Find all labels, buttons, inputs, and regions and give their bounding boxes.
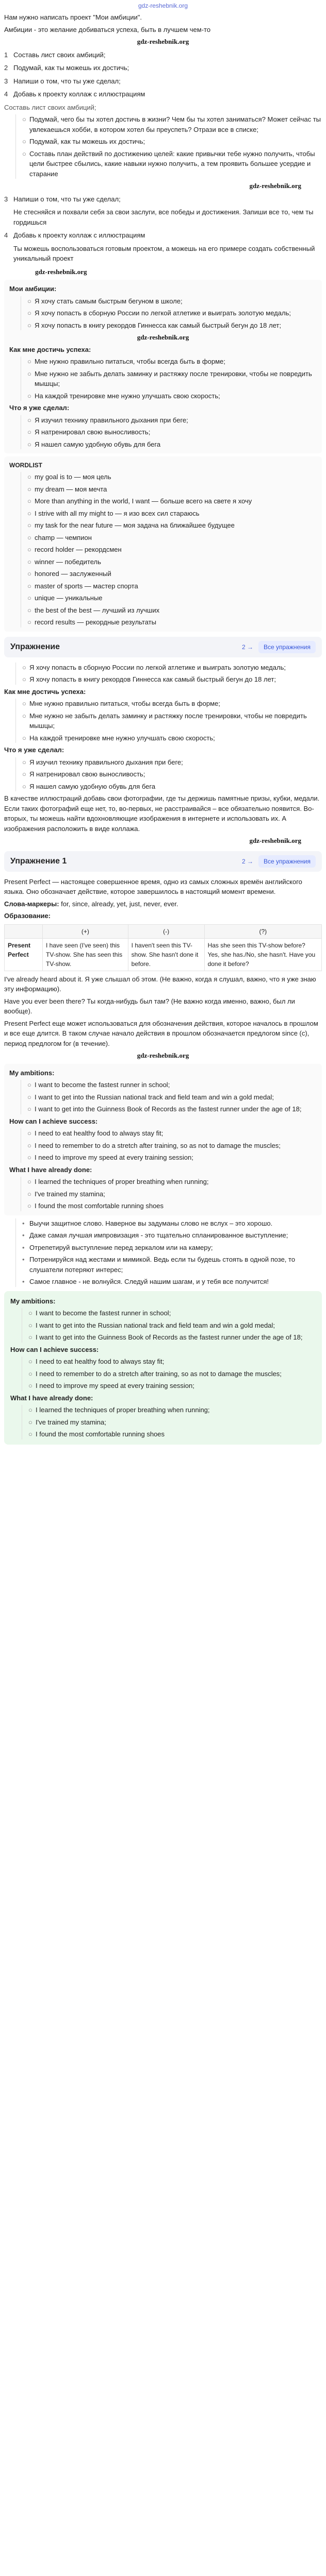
list-item [27, 1201, 317, 1211]
done-en-list [21, 1177, 317, 1211]
step-number: 4 [4, 90, 8, 98]
bullet-icon: ○ [27, 606, 31, 614]
list-item [27, 296, 317, 307]
list-item [22, 663, 322, 673]
section-title: Что я уже сделал: [4, 746, 64, 754]
list-item-text: my task for the near future — моя задача на ближайшее будущее [35, 521, 235, 529]
bullet-icon: ○ [27, 358, 31, 365]
wordlist-title: WORDLIST [9, 462, 42, 469]
site-link[interactable]: gdz-reshebnik.org [138, 2, 188, 9]
list-item-text: I need to eat healthy food to always stay fit; [35, 1129, 164, 1137]
list-item-text: I've trained my stamina; [36, 1418, 106, 1426]
list-item-text: Мне нужно не забыть делать заминку и растяжку после тренировки, чтобы не повредить мышцы; [29, 711, 307, 730]
bullet-icon: ○ [27, 309, 31, 317]
done-ru-list [21, 415, 317, 450]
step-item [4, 50, 322, 60]
step-number: 3 [4, 195, 8, 203]
bullet-icon: ○ [27, 497, 31, 505]
list-item [28, 1429, 316, 1439]
list-item [27, 320, 317, 331]
list-item [22, 1255, 322, 1275]
list-item-text: winner — победитель [35, 557, 101, 566]
step-sublist [15, 114, 322, 179]
list-item-text: Я хочу попасть в книгу рекордов Гиннесса как самый быстрый бегун до 18 лет; [29, 675, 276, 683]
grammar-table [4, 924, 322, 971]
table-cell: I have seen (I've seen) this TV-show. She has seen this TV-show. [43, 938, 128, 971]
bullet-icon: ○ [27, 570, 31, 578]
list-item-text: record holder — рекордсмен [35, 546, 122, 553]
how-en-list [21, 1128, 317, 1163]
section-title: Как мне достичь успеха: [4, 687, 86, 696]
list-item [28, 1369, 316, 1379]
ambitions-en-highlight [4, 1291, 322, 1445]
bullet-icon: ○ [28, 1321, 32, 1329]
list-item-text: record results — рекордные результаты [35, 618, 156, 626]
step-number: 2 [4, 64, 8, 72]
list-item-text: unique — уникальные [35, 594, 103, 602]
list-item-text: I need to eat healthy food to always stay fit; [36, 1358, 165, 1365]
list-item [22, 757, 322, 768]
list-item-text: Подумай, как ты можешь их достичь; [29, 138, 145, 145]
list-item [27, 509, 317, 519]
list-item-text: I want to become the fastest runner in school; [36, 1309, 171, 1317]
list-item [28, 1308, 316, 1318]
done-en-list-2 [22, 1405, 316, 1439]
list-item [27, 1177, 317, 1187]
markers-label: Слова-маркеры: [4, 900, 59, 908]
section-title: My ambitions: [10, 1297, 56, 1305]
bullet-icon: ○ [22, 138, 26, 145]
step-text: Напиши о том, что ты уже сделал; [13, 77, 121, 85]
list-item-text: I strive with all my might to — я изо всех сил стараюсь [35, 509, 200, 517]
list-item [27, 1141, 317, 1151]
table-cell: Present Perfect [5, 938, 43, 971]
bullet-icon: ○ [27, 582, 31, 590]
bullet-icon: ○ [27, 392, 31, 400]
bullet-icon: ○ [27, 321, 31, 329]
bullet-icon: ○ [27, 509, 31, 517]
bullet-icon: ○ [28, 1333, 32, 1341]
exercise-bar [4, 637, 322, 657]
step-number [4, 207, 13, 227]
step-item [4, 230, 322, 241]
section-title: Мои амбиции: [9, 285, 57, 293]
list-item-text: I learned the techniques of proper breathing when running; [36, 1406, 210, 1414]
list-item-text: Я хочу стать самым быстрым бегуном в школе; [35, 297, 183, 305]
list-item [28, 1357, 316, 1367]
bullet-icon: ○ [27, 1178, 31, 1185]
list-item-text: I need to remember to do a stretch after training, so as not to damage the muscles; [36, 1369, 282, 1378]
table-header-row [5, 924, 322, 938]
list-item-text: Самое главное - не волнуйся. Следуй нашим шагам, и у тебя все получится! [29, 1278, 269, 1285]
formation-label: Образование: [4, 912, 51, 920]
list-item [27, 557, 317, 567]
list-item [22, 1277, 322, 1287]
list-item-text: I want to get into the Russian national track and field team and win a gold medal; [35, 1093, 274, 1101]
step-item [4, 194, 322, 205]
list-item-text: Даже самая лучшая импровизация - это тщательно спланированное выступление; [29, 1231, 288, 1239]
bullet-icon: ○ [27, 546, 31, 553]
list-item-text: I found the most comfortable running shoes [35, 1202, 164, 1210]
list-item [22, 711, 322, 731]
example-text: I've already heard about it. Я уже слышал об этом. (Не важно, когда я слушал, важно, что я уже знаю эту информацию). [4, 975, 316, 993]
bullet-icon: • [22, 1278, 25, 1285]
all-exercises-button[interactable]: Все упражнения [258, 855, 316, 868]
bullet-icon: • [22, 1231, 25, 1239]
list-item [28, 1381, 316, 1391]
list-item-text: master of sports — мастер спорта [35, 582, 138, 590]
wordlist-list [21, 472, 317, 628]
list-item [27, 415, 317, 426]
intro-line: Нам нужно написать проект "Мои амбиции". [4, 13, 142, 21]
intro-line: Амбиции - это желание добиваться успеха, быть в лучшем чем-то [4, 25, 211, 33]
list-item [27, 617, 317, 628]
how-en-list-2 [22, 1357, 316, 1391]
markers-line [4, 899, 322, 909]
bullet-icon: ○ [22, 711, 26, 720]
bullet-icon: ○ [27, 1129, 31, 1137]
list-item [27, 1189, 317, 1199]
list-item [28, 1417, 316, 1428]
watermark: gdz-reshebnik.org [249, 182, 301, 190]
list-item [28, 1332, 316, 1343]
exercise-bar [4, 851, 322, 872]
bullet-icon: ○ [22, 758, 26, 766]
section-title: What I have already done: [10, 1394, 93, 1402]
list-item-text: Подумай, чего бы ты хотел достичь в жизни? Чем бы ты хотел заниматься? Может сейчас ты увлекаешься хобби, в котором хотел бы преуспеть? Отрази все в списке; [29, 115, 321, 133]
step-text: Добавь к проекту коллаж с иллюстрациям [13, 90, 145, 98]
list-item [22, 699, 322, 709]
list-item [27, 1104, 317, 1114]
list-item-text: my goal is to — моя цель [35, 473, 111, 481]
list-item-text: На каждой тренировке мне нужно улучшать свою скорость; [35, 392, 220, 400]
section-title: My ambitions: [9, 1069, 55, 1077]
how-ru-list [21, 357, 317, 401]
steps-list [4, 50, 322, 99]
step-text: Составь лист своих амбиций; [13, 50, 106, 59]
watermark: gdz-reshebnik.org [35, 267, 87, 276]
bullet-icon: ○ [28, 1430, 32, 1438]
list-item [22, 114, 322, 134]
list-item [22, 1218, 322, 1229]
table-cell: Has she seen this TV-show before? Yes, she has./No, she hasn't. Have you done it before? [204, 938, 321, 971]
usage-text: Present Perfect еще может использоваться для обозначения действия, которое началось в прошлом и все еще длится. В таком случае начало действия в прошлом обозначается предлогом since (с), период предлогом for (в течение). [4, 1019, 318, 1047]
bullet-icon: ○ [22, 149, 26, 158]
bullet-icon: ○ [27, 1154, 31, 1161]
example-text: Have you ever been there? Ты когда-нибудь был там? (Не важно когда именно, важно, был ли вообще). [4, 997, 295, 1015]
step-text: Не стесняйся и похвали себя за свои заслуги, все победы и достижения. Запиши все то, чем ты гордишься [13, 208, 314, 226]
bullet-icon: ○ [27, 297, 31, 305]
watermark: gdz-reshebnik.org [137, 38, 189, 45]
list-item [27, 484, 317, 495]
list-item-text: I found the most comfortable running shoes [36, 1430, 165, 1438]
ambitions-ru-block [4, 280, 322, 453]
exercise-nav [242, 641, 316, 653]
bullet-icon: ○ [27, 1093, 31, 1101]
bullet-icon: ○ [27, 1190, 31, 1198]
bullet-icon: ○ [27, 473, 31, 481]
ambitions-en-block [4, 1064, 322, 1215]
list-item-text: Мне нужно правильно питаться, чтобы всегда быть в форме; [35, 358, 225, 365]
ambitions-ru-list [21, 296, 317, 331]
collage-text: В качестве иллюстраций добавь свои фотографии, где ты держишь памятные призы, кубки, медали. Если таких фотографий еще нет, то, во-первых, не расстраивайся – все обязательно появится. Во-вторых, ты можешь найти вдохновляющие изображения в интернете и использовать их. А изображения расположить в виде коллажа. [4, 794, 320, 833]
bullet-icon: ○ [27, 440, 31, 448]
list-item [22, 782, 322, 792]
list-item [27, 1153, 317, 1163]
list-item-text: my dream — моя мечта [35, 485, 107, 493]
list-item-text: Я нашел самую удобную обувь для бега [29, 782, 156, 790]
list-item-text: Составь план действий по достижению целей: какие привычки тебе нужно получить, чтобы цели быстрее сбылись, какие навыки нужно получить, а тем проявить большее усердие и старание [29, 149, 315, 178]
bullet-icon: ○ [28, 1382, 32, 1389]
table-header [5, 924, 43, 938]
ambitions-en-list [21, 1080, 317, 1114]
bullet-icon: ○ [27, 594, 31, 602]
list-item [27, 1128, 317, 1139]
next-page-link[interactable]: 2 → [241, 643, 253, 651]
bullet-icon: ○ [22, 663, 26, 671]
step-number: 4 [4, 231, 8, 239]
list-item-text: the best of the best — лучший из лучших [35, 606, 160, 614]
exercise-title: Упражнение [10, 642, 60, 651]
bullet-icon: ○ [22, 782, 26, 790]
list-item-text: Я натренировал свою выносливость; [35, 428, 151, 436]
bullet-icon: ○ [28, 1406, 32, 1414]
step-item [4, 244, 322, 264]
step-text: Ты можешь воспользоваться готовым проектом, а можешь на его примере создать собственный уникальный проект [13, 244, 315, 262]
step-item [4, 207, 322, 227]
list-item-text: На каждой тренировке мне нужно улучшать свою скорость; [29, 734, 215, 742]
tips-list [15, 1218, 322, 1287]
step-text: Напиши о том, что ты уже сделал; [13, 195, 121, 203]
list-item-text: champ — чемпион [35, 533, 92, 541]
bullet-icon: ○ [27, 485, 31, 493]
exercise-nav [242, 855, 316, 868]
table-header: (?) [204, 924, 321, 938]
step-number [4, 244, 13, 264]
list-item [27, 391, 317, 401]
step-number: 3 [4, 77, 8, 85]
list-item-text: Я хочу попасть в книгу рекордов Гиннесса как самый быстрый бегун до 18 лет; [35, 321, 281, 329]
ambitions-en-list-2 [22, 1308, 316, 1343]
bullet-icon: • [22, 1243, 25, 1251]
bullet-icon: ○ [28, 1309, 32, 1317]
list-item [22, 1243, 322, 1253]
list-item [27, 533, 317, 543]
bullet-icon: ○ [27, 521, 31, 529]
section-title: What I have already done: [9, 1165, 92, 1174]
list-item-text: Я хочу попасть в сборную России по легкой атлетике и выиграть золотую медаль; [29, 663, 286, 671]
next-page-link[interactable]: 2 → [241, 857, 253, 865]
bullet-icon: ○ [27, 533, 31, 541]
done-ru-list-2 [15, 757, 322, 792]
bullet-icon: ○ [28, 1418, 32, 1426]
list-item-text: Я натренировал свою выносливость; [29, 770, 145, 778]
how-ru-list-2 [15, 699, 322, 743]
bullet-icon: ○ [27, 428, 31, 436]
table-header: (-) [128, 924, 204, 938]
list-item-text: I want to get into the Guinness Book of Records as the fastest runner under the age of 18; [35, 1105, 302, 1113]
markers-value: for, since, already, yet, just, never, ever. [61, 900, 178, 908]
list-item [27, 520, 317, 531]
bullet-icon: ○ [27, 1141, 31, 1149]
list-item-text: Я изучил технику правильного дыхания при беге; [35, 416, 188, 424]
list-item [28, 1405, 316, 1415]
table-cell: I haven't seen this TV-show. She hasn't done it before. [128, 938, 204, 971]
bullet-icon: ○ [27, 416, 31, 424]
bullet-icon: ○ [22, 734, 26, 742]
list-item [28, 1320, 316, 1331]
list-item-text: Я изучил технику правильного дыхания при беге; [29, 758, 183, 766]
table-header: (+) [43, 924, 128, 938]
bullet-icon: ○ [27, 1105, 31, 1113]
step-text: Добавь к проекту коллаж с иллюстрациям [13, 231, 145, 239]
bullet-icon: ○ [28, 1369, 32, 1378]
list-item-text: Я нашел самую удобную обувь для бега [35, 440, 161, 448]
table-row [5, 938, 322, 971]
list-item [27, 581, 317, 591]
list-item-text: Я хочу попасть в сборную России по легкой атлетике и выиграть золотую медаль; [35, 309, 291, 317]
list-item-text: I need to remember to do a stretch after training, so as not to damage the muscles; [35, 1141, 281, 1149]
wordlist-block [4, 456, 322, 632]
bullet-icon: ○ [28, 1358, 32, 1365]
bullet-icon: ○ [27, 1202, 31, 1210]
step-text: Подумай, как ты можешь их достичь; [13, 64, 129, 72]
steps-list [4, 194, 322, 264]
list-item [22, 674, 322, 685]
bullet-icon: ○ [27, 1081, 31, 1089]
list-item [27, 357, 317, 367]
list-item-text: Отрепетируй выступление перед зеркалом или на камеру; [29, 1243, 213, 1251]
list-item [27, 593, 317, 603]
all-exercises-button[interactable]: Все упражнения [258, 641, 316, 653]
list-item-text: I want to become the fastest runner in school; [35, 1081, 170, 1089]
list-item [22, 733, 322, 743]
list-item-text: I need to improve my speed at every training session; [35, 1154, 193, 1161]
list-item [27, 427, 317, 437]
list-item-text: I want to get into the Russian national track and field team and win a gold medal; [36, 1321, 275, 1329]
watermark: gdz-reshebnik.org [137, 333, 189, 341]
section-title: How can I achieve success: [9, 1117, 98, 1125]
bullet-icon: ○ [27, 557, 31, 566]
bullet-icon: • [22, 1219, 25, 1227]
list-item [22, 769, 322, 779]
list-item-text: More than anything in the world, I want — больше всего на свете я хочу [35, 497, 252, 505]
list-item [27, 472, 317, 482]
step-item [4, 76, 322, 87]
bullet-icon: ○ [27, 618, 31, 626]
list-item [27, 439, 317, 450]
bullet-icon: • [22, 1256, 25, 1263]
list-item-text: Мне нужно не забыть делать заминку и растяжку после тренировки, чтобы не повредить мышцы; [35, 369, 312, 387]
list-item-text: Мне нужно правильно питаться, чтобы всегда быть в форме; [29, 700, 220, 707]
list-item [22, 1230, 322, 1241]
list-item [27, 308, 317, 318]
bullet-icon: ○ [27, 369, 31, 378]
list-item [27, 369, 317, 389]
step-number: 1 [4, 50, 8, 59]
section-title: Что я уже сделал: [9, 404, 70, 412]
step-heading: Составь лист своих амбиций; [4, 103, 96, 111]
list-item [27, 496, 317, 506]
list-item [27, 1092, 317, 1103]
section-title: Как мне достичь успеха: [9, 345, 91, 353]
list-item [27, 545, 317, 555]
bullet-icon: ○ [22, 675, 26, 683]
list-item [27, 569, 317, 579]
list-item-text: I've trained my stamina; [35, 1190, 105, 1198]
ambitions-ru-list-2 [15, 663, 322, 685]
bullet-icon: ○ [22, 770, 26, 778]
list-item [22, 149, 322, 179]
list-item-text: Выучи защитное слово. Наверное вы задуманы слово не вслух – это хорошо. [29, 1219, 273, 1227]
step-item [4, 89, 322, 99]
list-item-text: I want to get into the Guinness Book of Records as the fastest runner under the age of 18; [36, 1333, 303, 1341]
list-item [22, 137, 322, 147]
list-item-text: honored — заслуженный [35, 570, 111, 578]
list-item [27, 1080, 317, 1090]
watermark: gdz-reshebnik.org [249, 837, 301, 844]
step-item [4, 63, 322, 73]
exercise-title: Упражнение 1 [10, 856, 67, 866]
list-item-text: I need to improve my speed at every training session; [36, 1382, 194, 1389]
list-item-text: Потренируйся над жестами и мимикой. Ведь если ты будешь стоять в одной позе, то слушатели потеряют интерес; [29, 1256, 296, 1274]
bullet-icon: ○ [22, 700, 26, 707]
section-title: How can I achieve success: [10, 1345, 99, 1353]
grammar-intro: Present Perfect — настоящее совершенное время, одно из самых сложных времён английского языка. Оно обозначает действие, которое завершилось в настоящий момент времени. [4, 877, 302, 895]
bullet-icon: ○ [22, 115, 26, 123]
list-item [27, 605, 317, 616]
list-item-text: I learned the techniques of proper breathing when running; [35, 1178, 209, 1185]
watermark: gdz-reshebnik.org [137, 1052, 189, 1059]
